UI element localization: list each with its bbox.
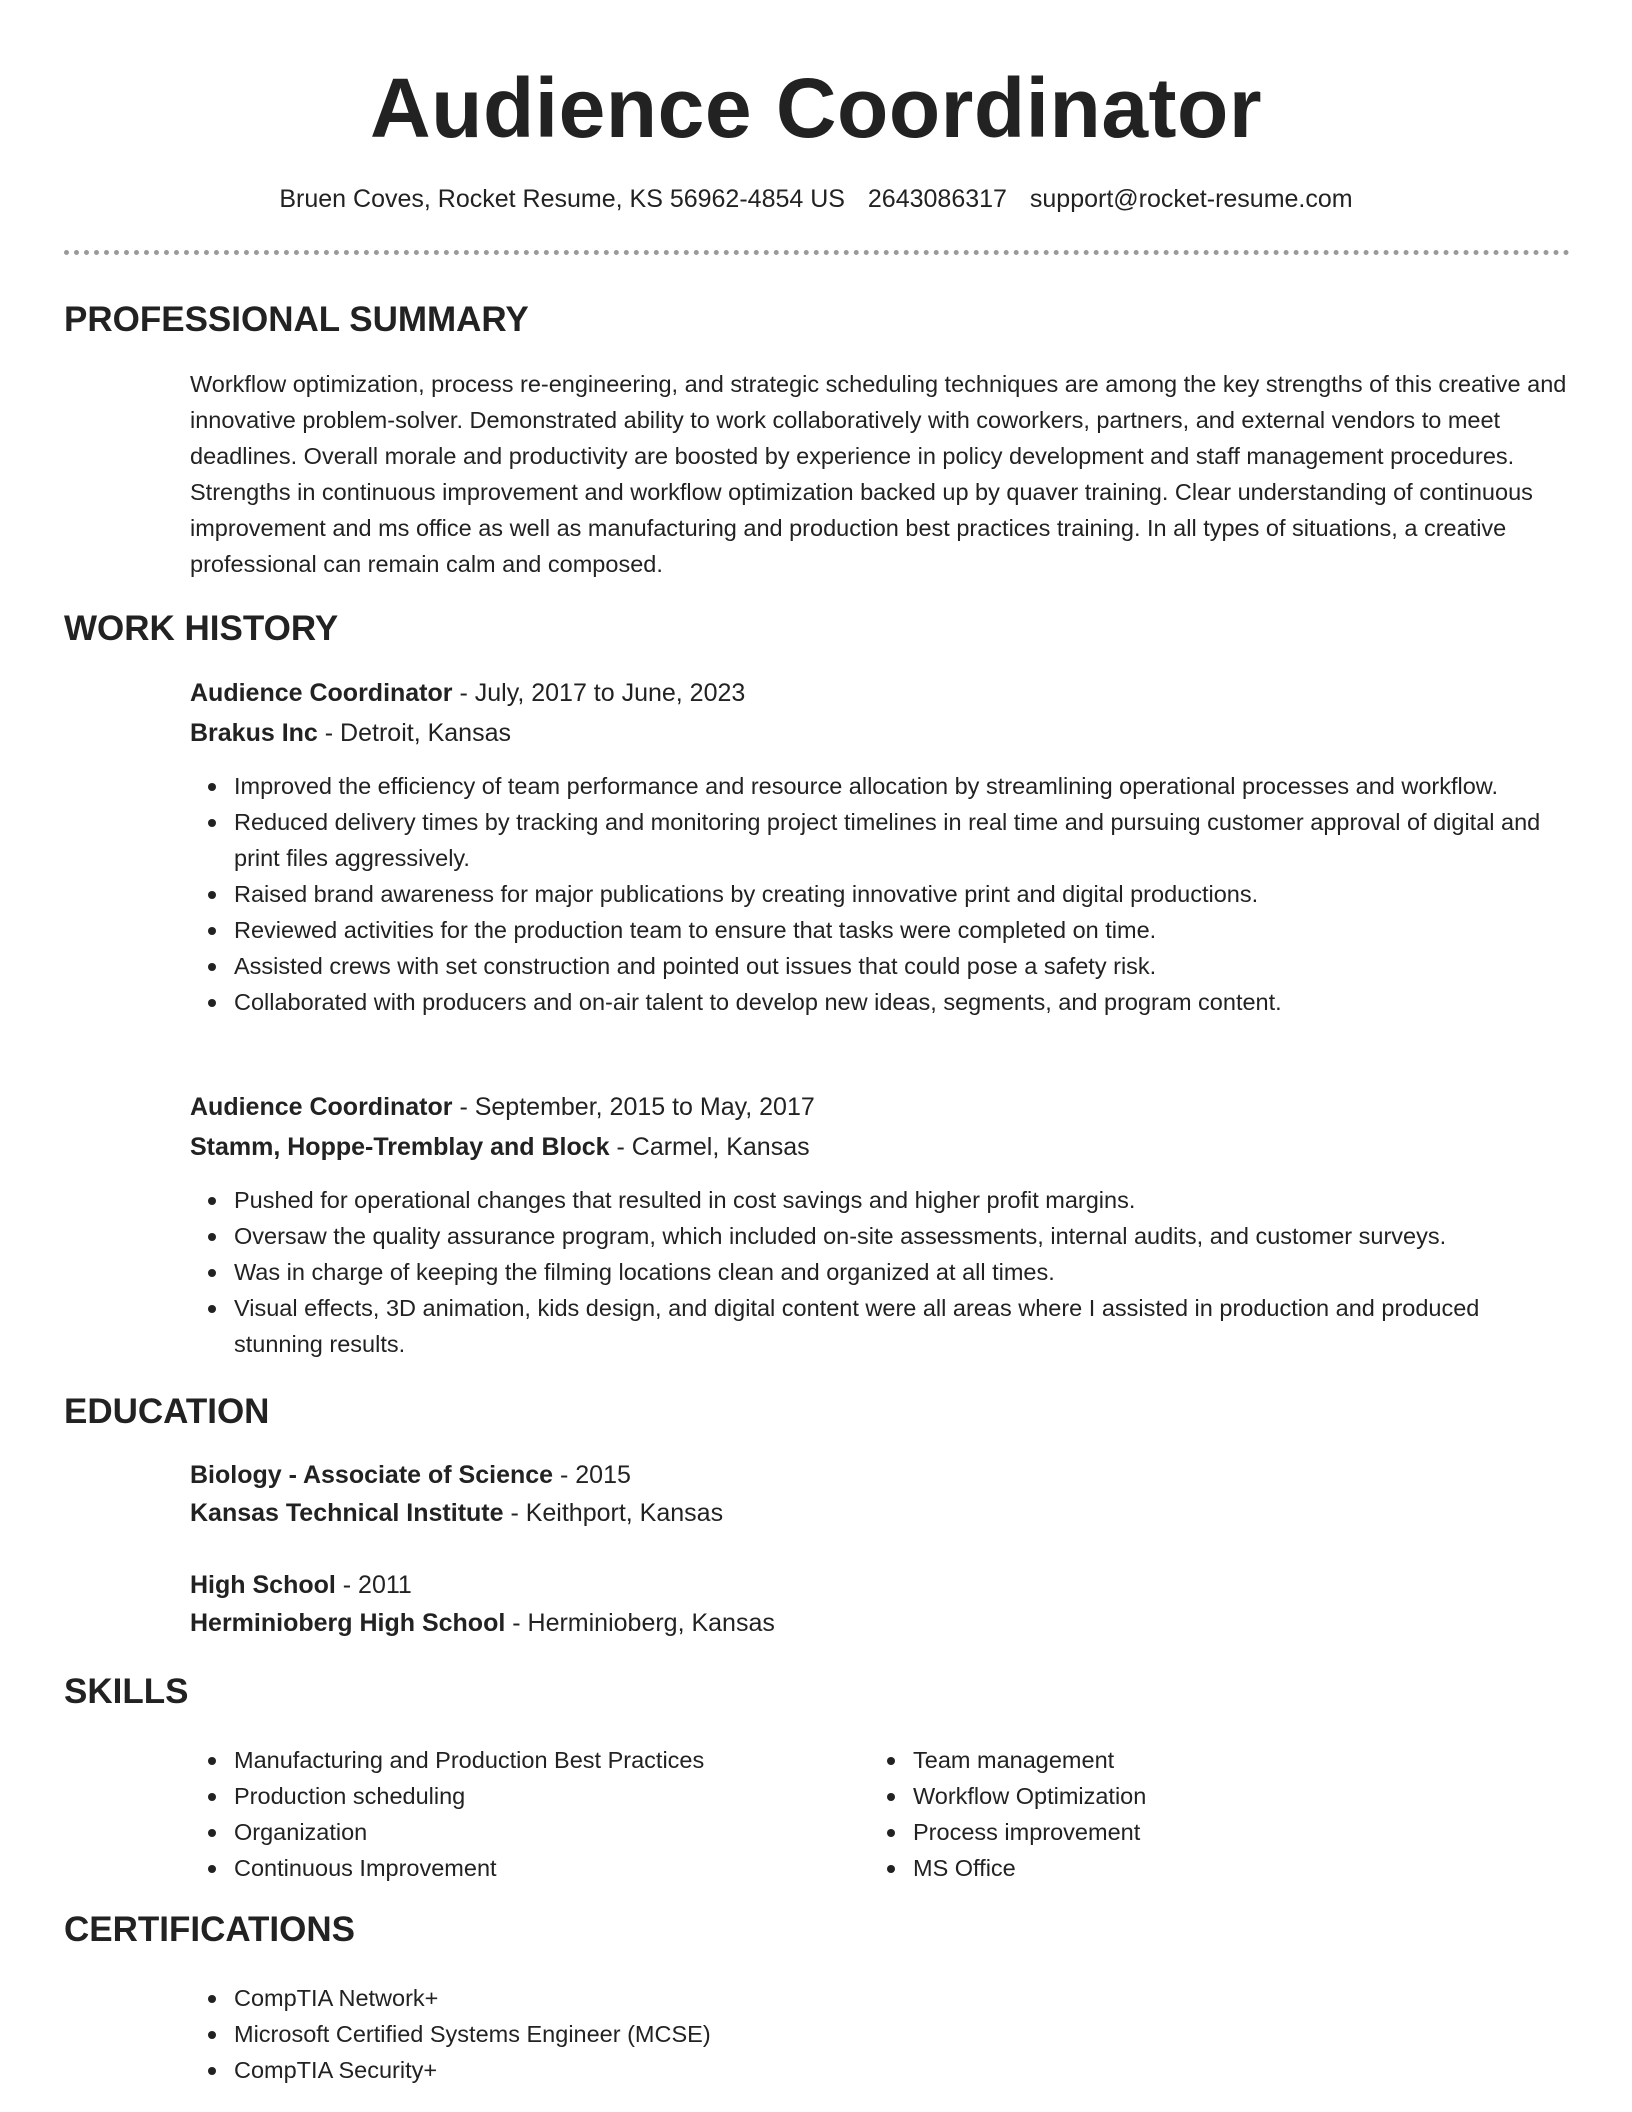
- job-1-bullets: [234, 768, 1570, 1020]
- edu-1-degree-line: [190, 1456, 1570, 1494]
- list-item: Process improvement: [913, 1814, 1553, 1850]
- edu-2-school-line: [190, 1604, 1570, 1642]
- list-item: Visual effects, 3D animation, kids design, and digital content were all areas where I assisted in production and produced stunning results.: [234, 1290, 1570, 1362]
- job-2-bullets: [234, 1182, 1570, 1362]
- contact-email[interactable]: support@rocket-resume.com: [1029, 185, 1353, 213]
- job-2-title-line: [190, 1088, 1570, 1126]
- list-item: Reviewed activities for the production team to ensure that tasks were completed on time.: [234, 912, 1570, 948]
- summary-heading: PROFESSIONAL SUMMARY: [64, 300, 529, 339]
- list-item: Manufacturing and Production Best Practices: [234, 1742, 874, 1778]
- list-item: Continuous Improvement: [234, 1850, 874, 1886]
- list-item: Collaborated with producers and on-air talent to develop new ideas, segments, and program content.: [234, 984, 1570, 1020]
- list-item: Improved the efficiency of team performance and resource allocation by streamlining operational processes and workflow.: [234, 768, 1570, 804]
- summary-text: Workflow optimization, process re-engineering, and strategic scheduling techniques are among the key strengths of this creative and innovative problem-solver. Demonstrated ability to work collaboratively with coworkers, partners, and external vendors to meet deadlines. Overall morale and productivity are boosted by experience in policy development and staff management procedures. Strengths in continuous improvement and workflow optimization backed up by quaver training. Clear understanding of continuous improvement and ms office as well as manufacturing and production best practices training. In all types of situations, a creative professional can remain calm and composed.: [190, 371, 1567, 577]
- edu-2-location: - Herminioberg, Kansas: [505, 1609, 775, 1637]
- edu-2-degree: High School: [190, 1571, 336, 1599]
- list-item: MS Office: [913, 1850, 1553, 1886]
- list-item: Workflow Optimization: [913, 1778, 1553, 1814]
- work-history-heading: WORK HISTORY: [64, 609, 339, 648]
- job-2-role: Audience Coordinator: [190, 1093, 453, 1121]
- job-1-company-line: [190, 714, 1570, 752]
- skills-right-column: [913, 1742, 1553, 1886]
- certifications-list: [234, 1980, 1570, 2088]
- job-1-company: Brakus Inc: [190, 719, 318, 747]
- header-divider: [64, 250, 1570, 255]
- list-item: Team management: [913, 1742, 1553, 1778]
- job-2-company: Stamm, Hoppe-Tremblay and Block: [190, 1133, 610, 1161]
- education-heading: EDUCATION: [64, 1392, 270, 1431]
- job-1-location: - Detroit, Kansas: [317, 719, 511, 747]
- list-item: Production scheduling: [234, 1778, 874, 1814]
- edu-1-school: Kansas Technical Institute: [190, 1499, 504, 1527]
- job-2-dates: - September, 2015 to May, 2017: [452, 1093, 815, 1121]
- job-2-location: - Carmel, Kansas: [609, 1133, 810, 1161]
- edu-2-degree-line: [190, 1566, 1570, 1604]
- list-item: Assisted crews with set construction and pointed out issues that could pose a safety risk.: [234, 948, 1570, 984]
- edu-1-degree: Biology - Associate of Science: [190, 1461, 554, 1489]
- contact-line: [0, 181, 1632, 217]
- contact-address: Bruen Coves, Rocket Resume, KS 56962-4854 US: [279, 185, 845, 213]
- contact-phone: 2643086317: [867, 185, 1007, 213]
- edu-1-year: - 2015: [553, 1461, 631, 1489]
- list-item: CompTIA Security+: [234, 2052, 1570, 2088]
- job-2-company-line: [190, 1128, 1570, 1166]
- edu-1-location: - Keithport, Kansas: [503, 1499, 724, 1527]
- list-item: Organization: [234, 1814, 874, 1850]
- list-item: Pushed for operational changes that resulted in cost savings and higher profit margins.: [234, 1182, 1570, 1218]
- edu-1-school-line: [190, 1494, 1570, 1532]
- skills-heading: SKILLS: [64, 1672, 189, 1711]
- list-item: Was in charge of keeping the filming locations clean and organized at all times.: [234, 1254, 1570, 1290]
- job-1-title-line: [190, 674, 1570, 712]
- list-item: Microsoft Certified Systems Engineer (MCSE): [234, 2016, 1570, 2052]
- certifications-heading: CERTIFICATIONS: [64, 1910, 356, 1949]
- list-item: Raised brand awareness for major publications by creating innovative print and digital productions.: [234, 876, 1570, 912]
- resume-name: Audience Coordinator: [369, 61, 1263, 155]
- edu-2-school: Herminioberg High School: [190, 1609, 506, 1637]
- list-item: Reduced delivery times by tracking and monitoring project timelines in real time and pursuing customer approval of digital and print files aggressively.: [234, 804, 1570, 876]
- job-1-role: Audience Coordinator: [190, 679, 453, 707]
- list-item: Oversaw the quality assurance program, which included on-site assessments, internal audits, and customer surveys.: [234, 1218, 1570, 1254]
- skills-left-column: [234, 1742, 874, 1886]
- list-item: CompTIA Network+: [234, 1980, 1570, 2016]
- job-1-dates: - July, 2017 to June, 2023: [452, 679, 746, 707]
- edu-2-year: - 2011: [335, 1571, 412, 1599]
